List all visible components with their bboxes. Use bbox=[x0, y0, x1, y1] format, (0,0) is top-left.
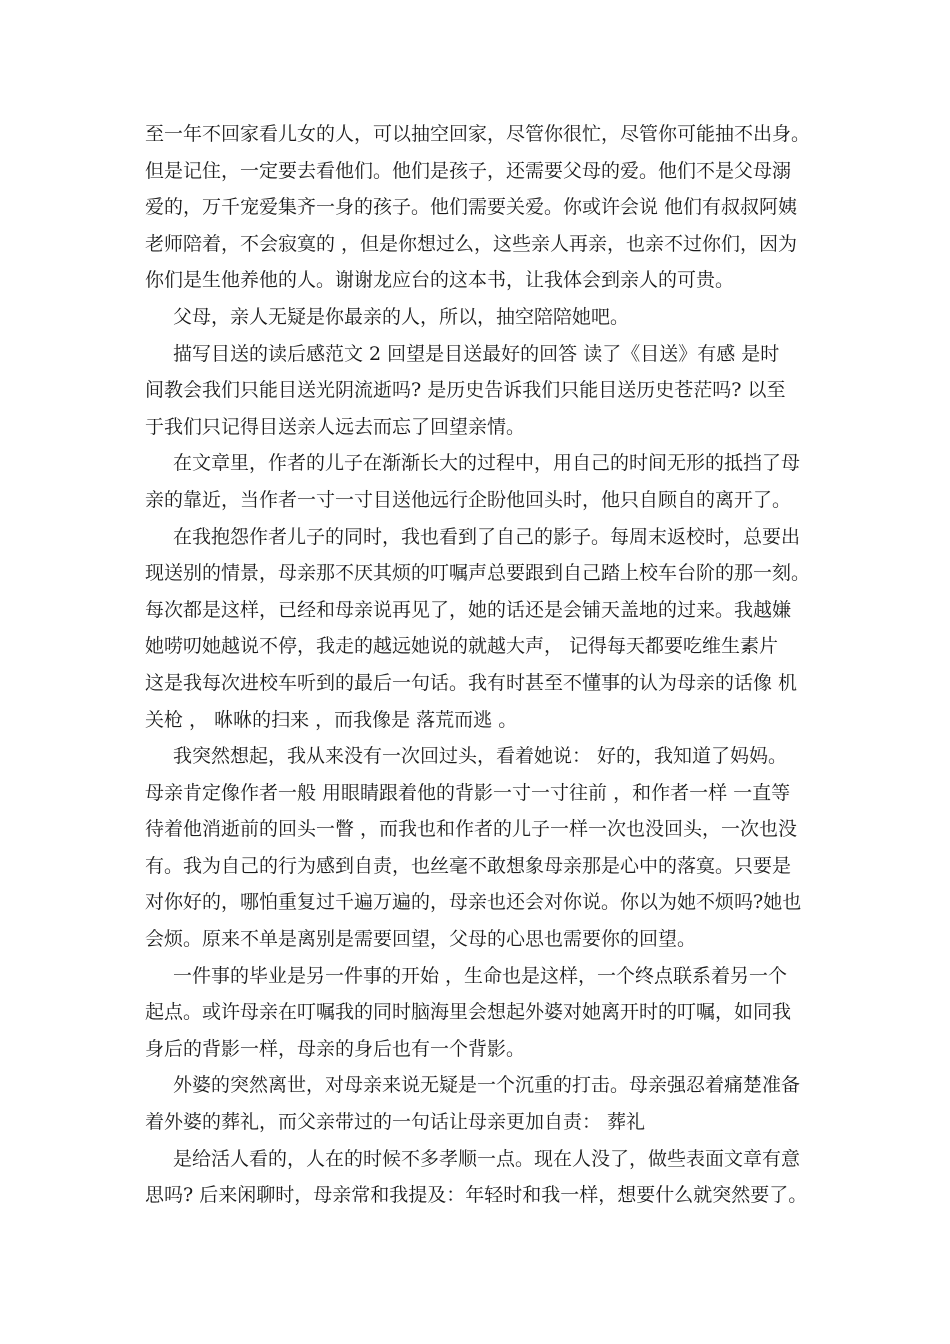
text-line: 至一年不回家看儿女的人，可以抽空回家，尽管你很忙，尽管你可能抽不出身。 bbox=[145, 123, 811, 145]
text-line: 你们是生他养他的人。谢谢龙应台的这本书，让我体会到亲人的可贵。 bbox=[145, 269, 735, 292]
text-line: 于我们只记得目送亲人远去而忘了回望亲情。 bbox=[145, 415, 526, 438]
text-line: 对你好的，哪怕重复过千遍万遍的，母亲也还会对你说。你以为她不烦吗?她也 bbox=[145, 891, 802, 914]
paragraph-start-line: 父母，亲人无疑是你最亲的人，所以，抽空陪陪她吧。 bbox=[173, 305, 630, 328]
text-line: 待着他消逝前的回头一瞥 ，而我也和作者的儿子一样一次也没回头，一次也没 bbox=[145, 818, 798, 841]
paragraph-start-line: 在文章里，作者的儿子在渐渐长大的过程中，用自己的时间无形的抵挡了母 bbox=[173, 452, 801, 475]
text-line: 但是记住，一定要去看他们。他们是孩子，还需要父母的爱。他们不是父母溺 bbox=[145, 159, 792, 182]
paragraph-start-line: 一件事的毕业是另一件事的开始 ，生命也是这样，一个终点联系着另一个 bbox=[173, 964, 788, 987]
paragraph-start-line: 外婆的突然离世，对母亲来说无疑是一个沉重的打击。母亲强忍着痛楚准备 bbox=[173, 1074, 801, 1097]
text-line: 母亲肯定像作者一般 用眼睛跟着他的背影一寸一寸往前 ，和作者一样 一直等 bbox=[145, 781, 791, 804]
paragraph-start-line: 描写目送的读后感范文 2 回望是目送最好的回答 读了《目送》有感 是时 bbox=[173, 342, 780, 365]
text-line: 思吗? 后来闲聊时，母亲常和我提及：年轻时和我一样，想要什么就突然要了。 bbox=[145, 1184, 808, 1207]
text-line: 她唠叨她越说不停，我走的越远她说的就越大声， 记得每天都要吃维生素片 bbox=[145, 635, 779, 658]
text-line: 会烦。原来不单是离别是需要回望，父母的心思也需要你的回望。 bbox=[145, 928, 697, 951]
document-body bbox=[145, 116, 815, 1214]
text-line: 起点。或许母亲在叮嘱我的同时脑海里会想起外婆对她离开时的叮嘱，如同我 bbox=[145, 1001, 792, 1024]
paragraph-start-line: 我突然想起，我从来没有一次回过头，看着她说： 好的，我知道了妈妈。 bbox=[173, 745, 788, 768]
paragraph-start-line: 是给活人看的，人在的时候不多孝顺一点。现在人没了，做些表面文章有意 bbox=[173, 1147, 801, 1170]
text-line: 着外婆的葬礼，而父亲带过的一句话让母亲更加自责： 葬礼 bbox=[145, 1111, 646, 1134]
text-line: 每次都是这样，已经和母亲说再见了，她的话还是会铺天盖地的过来。我越嫌 bbox=[145, 598, 792, 621]
text-line: 亲的靠近，当作者一寸一寸目送他远行企盼他回头时，他只自顾自的离开了。 bbox=[145, 488, 792, 511]
text-line: 身后的背影一样，母亲的身后也有一个背影。 bbox=[145, 1037, 526, 1060]
text-line: 关枪 ， 咻咻的扫来 ，而我像是 落荒而逃 。 bbox=[145, 708, 518, 731]
text-line: 爱的，万千宠爱集齐一身的孩子。他们需要关爱。你或许会说 他们有叔叔阿姨 bbox=[145, 196, 798, 219]
text-line: 间教会我们只能目送光阴流逝吗? 是历史告诉我们只能目送历史苍茫吗? 以至 bbox=[145, 379, 786, 402]
paragraph-start-line: 在我抱怨作者儿子的同时，我也看到了自己的影子。每周末返校时，总要出 bbox=[173, 525, 801, 548]
text-line: 老师陪着，不会寂寞的 ，但是你想过么，这些亲人再亲，也亲不过你们，因为 bbox=[145, 232, 798, 255]
text-line: 这是我每次进校车听到的最后一句话。我有时甚至不懂事的认为母亲的话像 机 bbox=[145, 671, 798, 694]
text-line: 有。我为自己的行为感到自责，也丝毫不敢想象母亲那是心中的落寞。只要是 bbox=[145, 854, 792, 877]
text-line: 现送别的情景，母亲那不厌其烦的叮嘱声总要跟到自己踏上校车台阶的那一刻。 bbox=[145, 562, 811, 585]
